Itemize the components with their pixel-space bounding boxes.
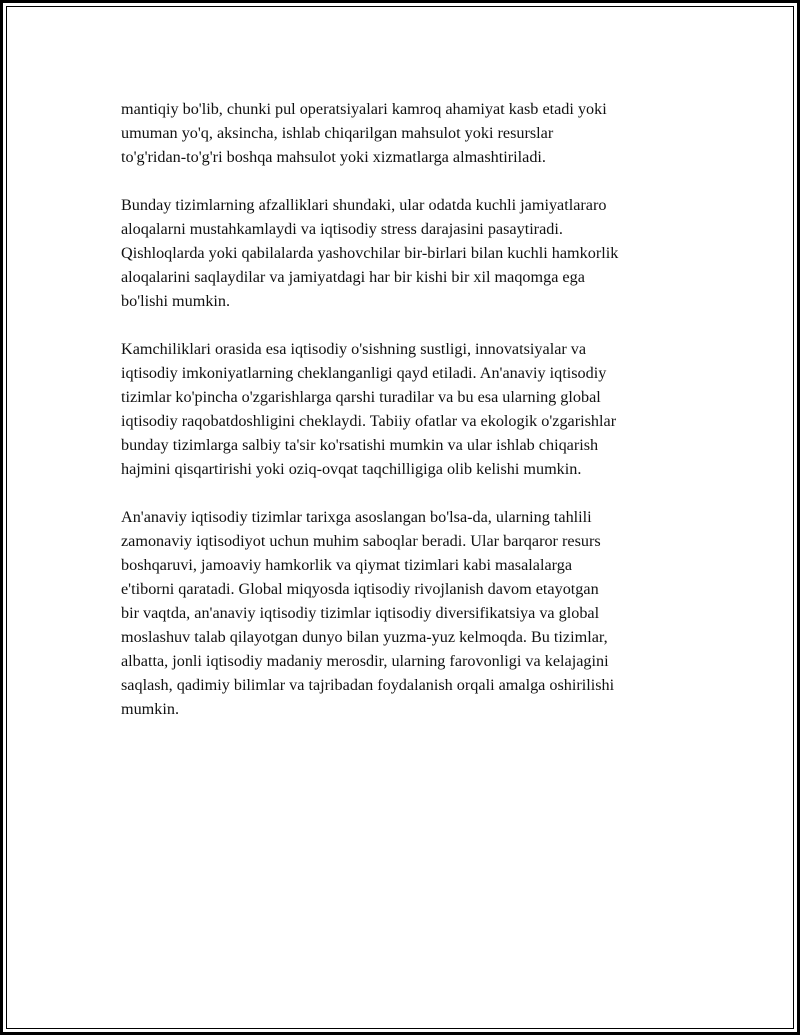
text-line: aloqalarni mustahkamlaydi va iqtisodiy stress darajasini pasaytiradi. [121,220,563,238]
text-line: Kamchiliklari orasida esa iqtisodiy o'sishning sustligi, innovatsiyalar va [121,340,587,358]
text-line: Qishloqlarda yoki qabilalarda yashovchilar bir-birlari bilan kuchli hamkorlik [121,244,619,262]
text-line: e'tiborni qaratadi. Global miqyosda iqtisodiy rivojlanish davom etayotgan [121,580,599,598]
text-line: iqtisodiy imkoniyatlarning cheklanganligi qayd etiladi. An'anaviy iqtisodiy [121,364,607,382]
text-line: moslashuv talab qilayotgan dunyo bilan yuzma-yuz kelmoqda. Bu tizimlar, [121,628,608,646]
text-line: aloqalarini saqlaydilar va jamiyatdagi har bir kishi bir xil maqomga ega [121,268,585,286]
paragraph-3 [121,337,701,481]
document-body [121,97,701,745]
text-line: boshqaruvi, jamoaviy hamkorlik va qiymat tizimlari kabi masalalarga [121,556,573,574]
paragraph-1 [121,97,701,169]
text-line: Bunday tizimlarning afzalliklari shundaki, ular odatda kuchli jamiyatlararo [121,196,607,214]
text-line: umuman yo'q, aksincha, ishlab chiqarilgan mahsulot yoki resurslar [121,124,554,142]
text-line: mumkin. [121,700,180,718]
text-line: tizimlar ko'pincha o'zgarishlarga qarshi turadilar va bu esa ularning global [121,388,601,406]
text-line: An'anaviy iqtisodiy tizimlar tarixga asoslangan bo'lsa-da, ularning tahlili [121,508,592,526]
text-line: albatta, jonli iqtisodiy madaniy merosdir, ularning farovonligi va kelajagini [121,652,609,670]
text-line: to'g'ridan-to'g'ri boshqa mahsulot yoki xizmatlarga almashtiriladi. [121,148,546,166]
text-line: iqtisodiy raqobatdoshligini cheklaydi. Tabiiy ofatlar va ekologik o'zgarishlar [121,412,617,430]
text-line: zamonaviy iqtisodiyot uchun muhim saboqlar beradi. Ular barqaror resurs [121,532,601,550]
text-line: hajmini qisqartirishi yoki oziq-ovqat taqchilligiga olib kelishi mumkin. [121,460,582,478]
text-line: bunday tizimlarga salbiy ta'sir ko'rsatishi mumkin va ular ishlab chiqarish [121,436,599,454]
paragraph-2 [121,193,701,313]
text-line: bo'lishi mumkin. [121,292,231,310]
text-line: bir vaqtda, an'anaviy iqtisodiy tizimlar iqtisodiy diversifikatsiya va global [121,604,600,622]
text-line: saqlash, qadimiy bilimlar va tajribadan foydalanish orqali amalga oshirilishi [121,676,615,694]
text-line: mantiqiy bo'lib, chunki pul operatsiyalari kamroq ahamiyat kasb etadi yoki [121,100,607,118]
paragraph-4 [121,505,701,721]
